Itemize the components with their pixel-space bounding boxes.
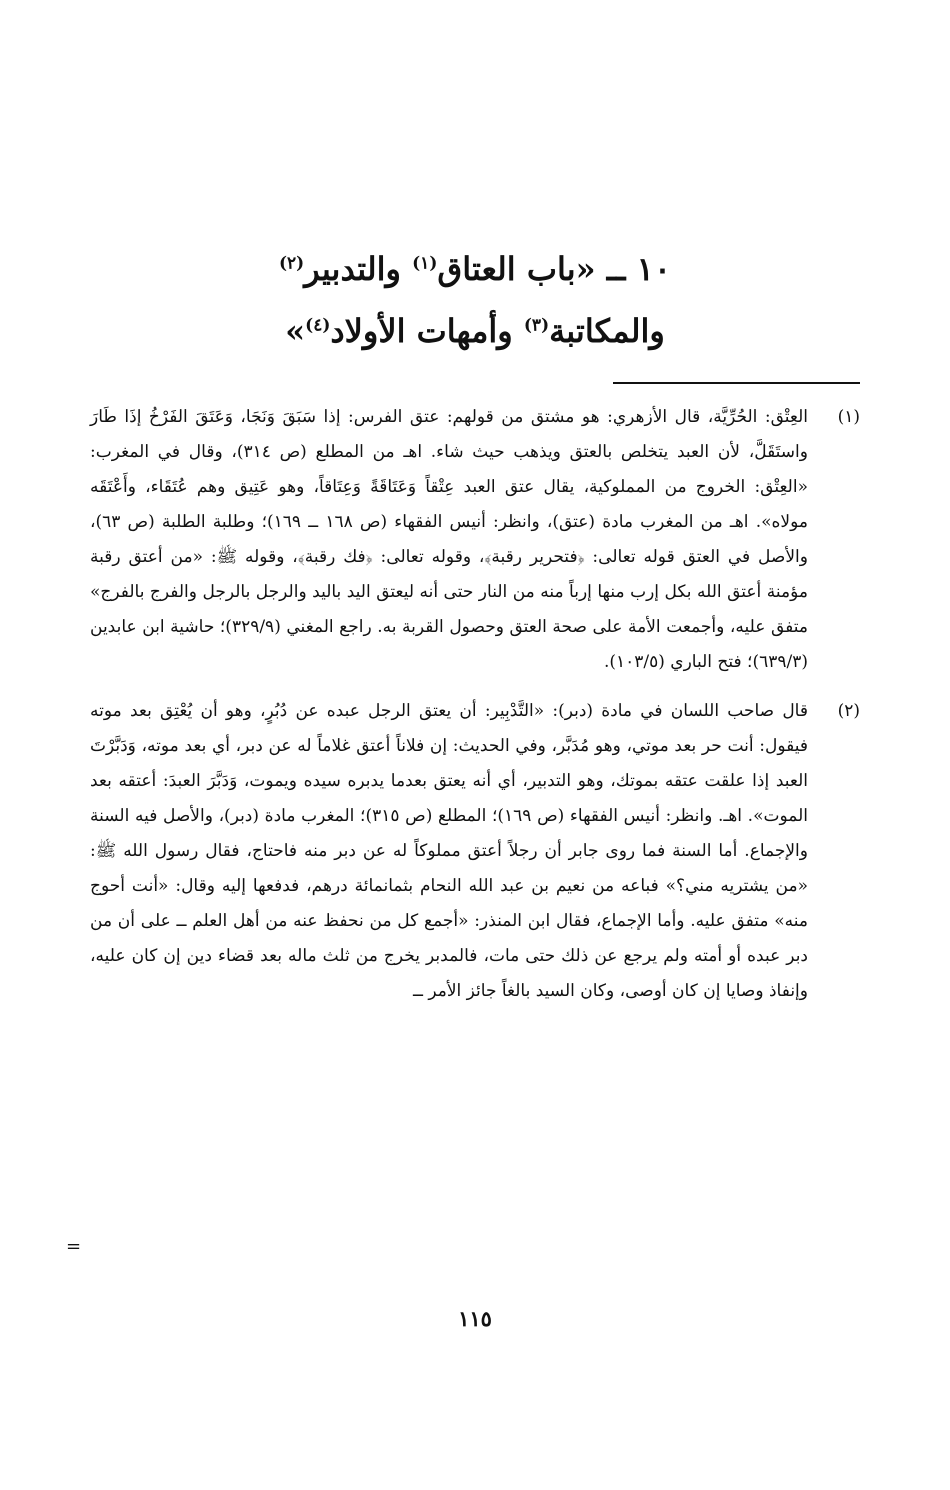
footnote-separator [613,382,860,384]
footnote-number: (١) [837,407,860,427]
footnote-2 [90,694,860,1009]
title-line2-end: » [285,312,306,350]
chapter-title [140,238,810,362]
footnote-ref-2: (٢) [278,253,305,274]
title-line1-prefix: ١٠ ــ «باب العتاق [437,250,671,288]
footnotes [90,400,860,1023]
chapter-title-line-2 [140,300,810,362]
page-number: ١١٥ [458,1306,492,1331]
title-line1-mid: والتدبير [304,250,413,288]
title-line2-prefix: والمكاتبة [549,312,665,350]
footnote-ref-4: (٤) [305,315,331,336]
footnote-1 [90,400,860,680]
footnote-ref-3: (٣) [523,315,550,336]
footnote-ref-1: (١) [412,253,438,274]
footnote-text: العِتْق: الحُرِّيَّة، قال الأزهري: هو مشتق من قولهم: عتق الفرس: إذا سَبَقَ وَنَجَا، وَعَتَقَ الفَرْخُ إذَا طَارَ واستَقَلَّ، لأن العبد يتخلص بالعتق ويذهب حيث شاء. اهـ من المطلع (ص ٣١٤)، وقال في المغرب: «العِتْق: الخروج من المملوكية، يقال عتق العبد عِتْقاً وَعَتَاقَةً وَعِتَاقاً، وهو عَتِيق وهم عُتَقَاء، وأَعْتَقَه مولاه». اهـ من المغرب مادة (عتق)، وانظر: أنيس الفقهاء (ص ١٦٨ ــ ١٦٩)؛ وطلبة الطلبة (ص ٦٣)، والأصل في العتق قوله تعالى: ﴿فتحرير رقبة﴾، وقوله تعالى: ﴿فك رقبة﴾، وقوله ﷺ: «من أعتق رقبة مؤمنة أعتق الله بكل إرب منها إرباً منه من النار حتى أنه ليعتق اليد باليد والرجل بالرجل والفرج بالفرج» متفق عليه، وأجمعت الأمة على صحة العتق وحصول القربة به. راجع المغني (٣٢٩/٩)؛ حاشية ابن عابدين (٦٣٩/٣)؛ فتح الباري (١٠٣/٥). [90,407,808,672]
chapter-title-line-1 [140,238,810,300]
footnote-text: قال صاحب اللسان في مادة (دبر): «التَّدْبِير: أن يعتق الرجل عبده عن دُبُرٍ، وهو أن يُعْتِق بعد موته فيقول: أنت حر بعد موتي، وهو مُدَبَّر، وفي الحديث: إن فلاناً أعتق غلاماً له عن دبر، أي بعد موته، وَدَبَّرْتَ العبد إذا علقت عتقه بموتك، وهو التدبير، أي أنه يعتق بعدما يدبره سيده ويموت، وَدَبَّرَ العبدَ: أعتقه بعد الموت». اهـ. وانظر: أنيس الفقهاء (ص ١٦٩)؛ المطلع (ص ٣١٥)؛ المغرب مادة (دبر)، والأصل فيه السنة والإجماع. أما السنة فما روى جابر أن رجلاً أعتق مملوكاً له عن دبر منه فاحتاج، فقال رسول الله ﷺ: «من يشتريه مني؟» فباعه من نعيم بن عبد الله النحام بثمانمائة درهم، فدفعها إليه وقال: «أنت أحوج منه» متفق عليه. وأما الإجماع، فقال ابن المنذر: «أجمع كل من نحفظ عنه من أهل العلم ــ على أن من دبر عبده أو أمته ولم يرجع عن ذلك حتى مات، فالمدبر يخرج من ثلث ماله بعد قضاء دين إن كان عليه، وإنفاذ وصايا إن كان أوصى، وكان السيد بالغاً جائز الأمر ــ [90,701,808,1001]
footnote-number: (٢) [837,701,860,721]
continuation-mark: = [66,1236,82,1257]
title-line2-mid: وأمهات الأولاد [330,312,524,350]
